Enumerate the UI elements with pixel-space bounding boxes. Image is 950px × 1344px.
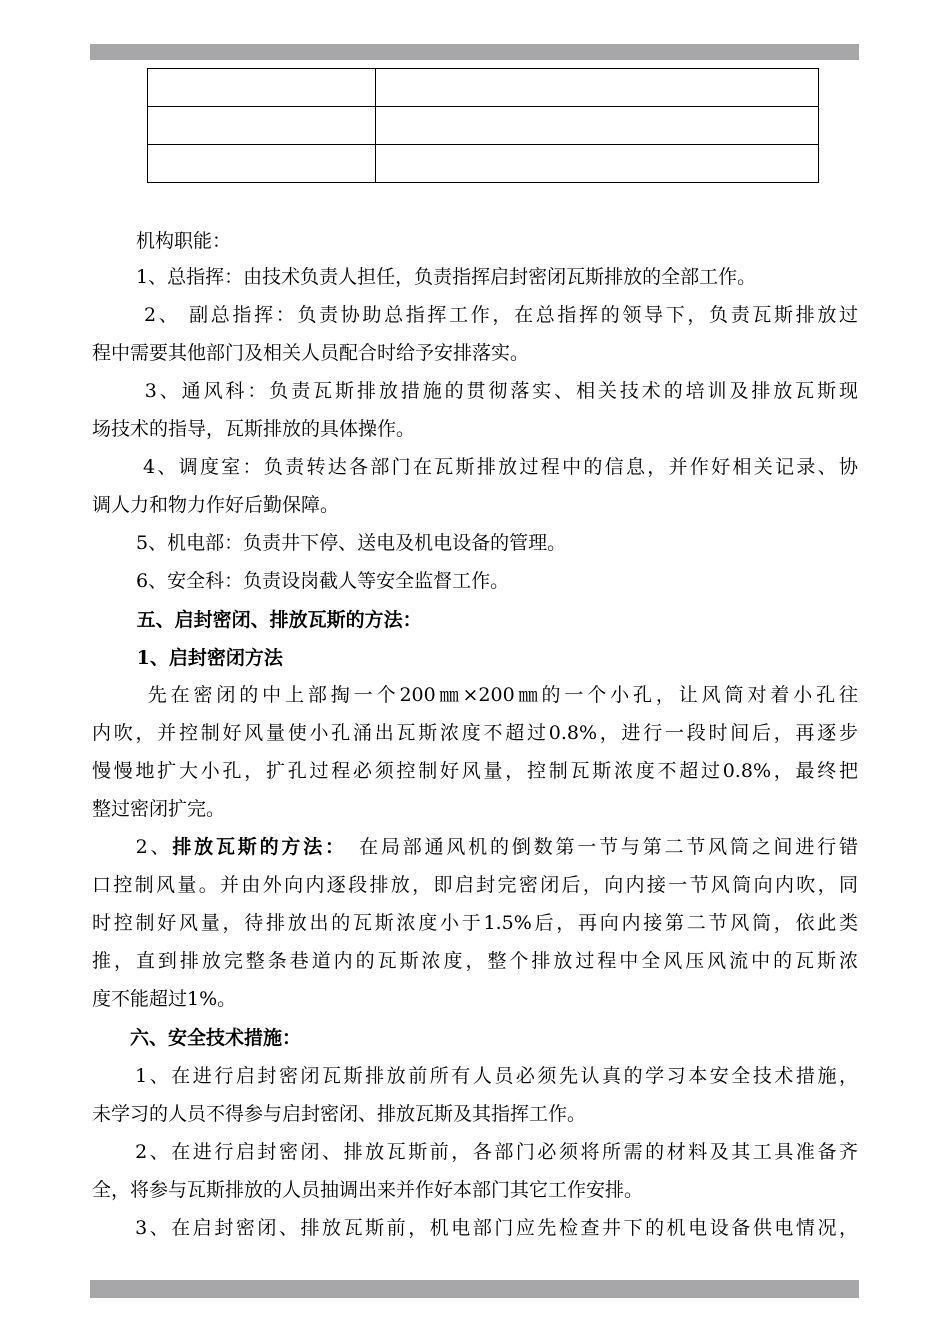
table-cell	[148, 145, 376, 183]
paragraph-line: 内吹，并控制好风量使小孔涌出瓦斯浓度不超过0.8%，进行一段时间后，再逐步	[92, 722, 858, 744]
paragraph-line: 度不能超过1%。	[92, 988, 237, 1010]
paragraph-line: 4、调度室：负责转达各部门在瓦斯排放过程中的信息，并作好相关记录、协	[92, 456, 858, 478]
line-prefix: 2、	[92, 836, 173, 858]
table-cell	[376, 69, 819, 107]
section-heading: 六、安全技术措施：	[92, 1027, 302, 1049]
paragraph-line: 6、安全科：负责设岗截人等安全监督工作。	[92, 570, 510, 592]
paragraph-line: 3、通风科：负责瓦斯排放措施的贯彻落实、相关技术的培训及排放瓦斯现	[92, 380, 858, 402]
footer-bar	[90, 1280, 859, 1298]
paragraph-line: 口控制风量。并由外向内逐段排放，即启封完密闭后，向内接一节风筒向内吹，同	[92, 874, 858, 896]
table-cell	[148, 69, 376, 107]
paragraph-line: 场技术的指导，瓦斯排放的具体操作。	[92, 418, 416, 440]
paragraph-line: 2、在进行启封密闭、排放瓦斯前，各部门必须将所需的材料及其工具准备齐	[92, 1141, 858, 1163]
line-rest: 在局部通风机的倒数第一节与第二节风筒之间进行错	[337, 836, 858, 858]
paragraph-line	[92, 838, 858, 857]
table-row	[148, 145, 819, 183]
paragraph-line: 未学习的人员不得参与启封密闭、排放瓦斯及其指挥工作。	[92, 1103, 587, 1125]
section-heading: 五、启封密闭、排放瓦斯的方法：	[92, 609, 422, 631]
table-cell	[376, 145, 819, 183]
paragraph-line: 2、 副总指挥：负责协助总指挥工作，在总指挥的领导下，负责瓦斯排放过	[92, 304, 858, 326]
blank-table	[147, 68, 819, 183]
paragraph-line: 5、机电部：负责井下停、送电及机电设备的管理。	[92, 532, 567, 554]
paragraph-line: 1、在进行启封密闭瓦斯排放前所有人员必须先认真的学习本安全技术措施，	[92, 1065, 858, 1087]
paragraph-line: 时控制好风量，待排放出的瓦斯浓度小于1.5%后，再向内接第二节风筒，依此类	[92, 912, 858, 934]
paragraph-line: 慢慢地扩大小孔，扩孔过程必须控制好风量，控制瓦斯浓度不超过0.8%，最终把	[92, 760, 858, 782]
paragraph-line: 1、总指挥：由技术负责人担任，负责指挥启封密闭瓦斯排放的全部工作。	[92, 266, 757, 288]
inline-bold-heading: 排放瓦斯的方法：	[172, 836, 338, 858]
table-cell	[148, 107, 376, 145]
paragraph-line: 全，将参与瓦斯排放的人员抽调出来并作好本部门其它工作安排。	[92, 1179, 644, 1201]
section-heading: 1、启封密闭方法	[92, 647, 283, 669]
header-bar	[90, 44, 859, 60]
table-row	[148, 69, 819, 107]
paragraph-line: 调人力和物力作好后勤保障。	[92, 494, 340, 516]
paragraph-line: 推，直到排放完整条巷道内的瓦斯浓度，整个排放过程中全风压风流中的瓦斯浓	[92, 950, 858, 972]
table-row	[148, 107, 819, 145]
table-cell	[376, 107, 819, 145]
paragraph-line: 3、在启封密闭、排放瓦斯前，机电部门应先检查井下的机电设备供电情况，	[92, 1217, 858, 1239]
paragraph-line: 程中需要其他部门及相关人员配合时给予安排落实。	[92, 342, 530, 364]
paragraph-line: 先在密闭的中上部掏一个200㎜×200㎜的一个小孔，让风筒对着小孔往	[92, 684, 858, 706]
paragraph-line: 整过密闭扩完。	[92, 798, 226, 820]
paragraph-line: 机构职能：	[92, 230, 232, 252]
